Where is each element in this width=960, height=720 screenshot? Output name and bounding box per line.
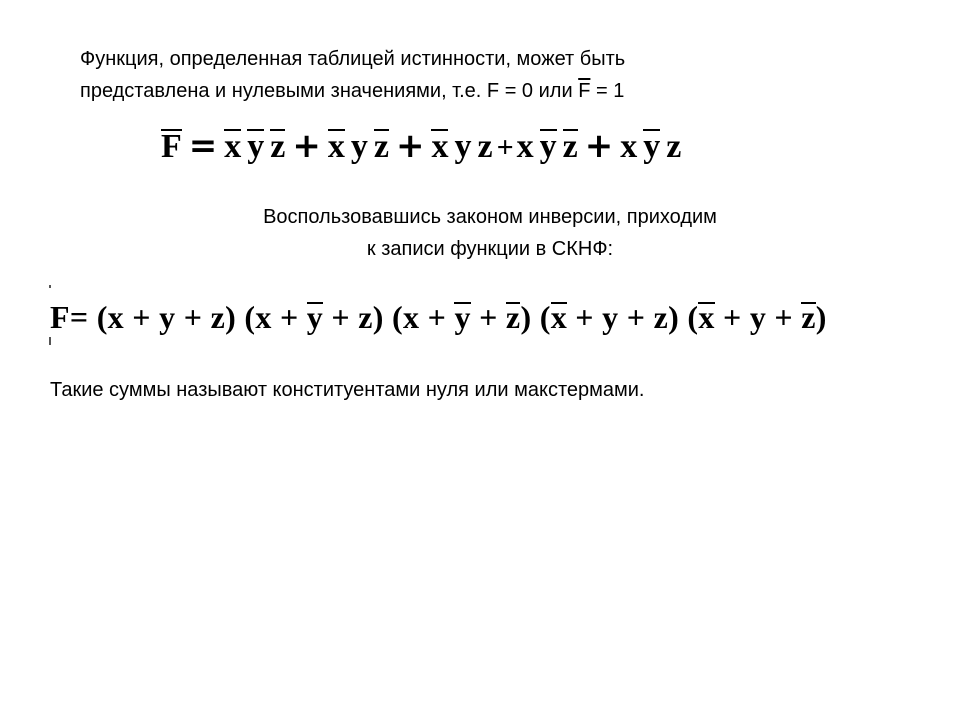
sdnf-var-x-negated: x — [224, 128, 242, 165]
sdnf-var-z: z — [477, 128, 493, 165]
maxterms-paragraph — [50, 374, 645, 406]
intro-not-f: $\overline{F}$ — [578, 80, 591, 102]
sknf-plus: + — [419, 299, 455, 335]
inversion-paragraph — [0, 201, 960, 265]
sdnf-var-y-negated: y — [539, 128, 557, 165]
sknf-var-z-negated: z — [505, 299, 521, 335]
sknf-close-paren: ) — [815, 299, 827, 335]
sdnf-var-z-negated: z — [373, 128, 389, 165]
sdnf-plus: + — [292, 126, 321, 166]
sknf-term-3 — [392, 299, 531, 335]
sknf-equals: = — [69, 299, 97, 335]
sknf-plus: + — [123, 299, 160, 335]
sknf-close-paren: ) — [225, 299, 237, 335]
sknf-var-x-negated: x — [550, 299, 567, 335]
sknf-var-y: y — [602, 299, 619, 335]
sdnf-term-4 — [514, 128, 581, 165]
sdnf-term-1 — [221, 128, 288, 165]
sdnf-var-y: y — [454, 128, 472, 165]
sknf-var-y: y — [159, 299, 176, 335]
sdnf-var-y-negated: y — [643, 128, 661, 165]
sknf-close-paren: ) — [372, 299, 384, 335]
sknf-open-paren: ( — [687, 299, 699, 335]
sdnf-var-x: x — [516, 128, 534, 165]
sdnf-equals: = — [188, 126, 218, 166]
intro-line-1: Функция, определенная таблицей истинности, может быть — [80, 48, 626, 70]
sdnf-var-z: z — [666, 128, 682, 165]
inversion-line-1: Воспользовавшись законом инверсии, приходим — [263, 206, 717, 228]
sknf-term-4 — [540, 299, 679, 335]
intro-line-2-suffix: = 1 — [590, 80, 625, 102]
sdnf-term-3 — [428, 128, 495, 165]
margin-marker-top — [49, 285, 51, 288]
intro-line-2-prefix: представлена и нулевыми значениями, т.е. F = 0 или — [80, 80, 579, 102]
sknf-var-x-negated: x — [698, 299, 715, 335]
sdnf-plus: + — [584, 126, 614, 166]
sknf-var-y-negated: y — [306, 299, 324, 335]
sdnf-var-z-negated: z — [562, 128, 578, 165]
sdnf-plus: + — [395, 126, 425, 166]
sknf-var-z: z — [653, 299, 669, 335]
sdnf-var-z-negated: z — [270, 128, 286, 165]
sknf-term-1 — [97, 299, 236, 335]
sdnf-var-x-negated: x — [327, 128, 345, 165]
sknf-open-paren: ( — [392, 299, 404, 335]
sdnf-term-5 — [617, 128, 684, 165]
sknf-plus: + — [618, 299, 654, 335]
sknf-term-2 — [244, 299, 383, 335]
sknf-formula — [50, 292, 827, 342]
margin-marker-bottom — [49, 337, 51, 345]
sknf-var-z-negated: z — [801, 299, 816, 335]
sknf-lhs-f: F — [50, 299, 70, 335]
sknf-open-paren: ( — [539, 299, 551, 335]
sknf-open-paren: ( — [96, 299, 108, 335]
sknf-var-x: x — [107, 299, 124, 335]
sdnf-var-y-negated: y — [247, 128, 265, 165]
sdnf-formula — [158, 122, 684, 172]
sdnf-plus: + — [496, 131, 514, 164]
sdnf-var-y: y — [350, 128, 368, 165]
sknf-var-z: z — [358, 299, 373, 335]
sknf-var-x: x — [403, 299, 420, 335]
sknf-close-paren: ) — [668, 299, 680, 335]
sknf-open-paren: ( — [244, 299, 256, 335]
sdnf-lhs-not-f: F — [161, 128, 182, 165]
sdnf-var-x-negated: x — [431, 128, 449, 165]
sknf-plus: + — [567, 299, 603, 335]
sdnf-term-2 — [325, 128, 392, 165]
sknf-var-z: z — [210, 299, 226, 335]
sknf-var-x: x — [255, 299, 272, 335]
sknf-plus: + — [766, 299, 802, 335]
sknf-var-y: y — [749, 299, 767, 335]
intro-paragraph — [80, 43, 625, 107]
sknf-close-paren: ) — [520, 299, 532, 335]
sknf-plus: + — [175, 299, 211, 335]
sdnf-var-x: x — [620, 128, 638, 165]
inversion-line-2: к записи функции в СКНФ: — [366, 238, 614, 260]
sknf-var-y-negated: y — [454, 299, 471, 335]
sknf-term-5 — [687, 299, 826, 335]
sknf-plus: + — [323, 299, 359, 335]
sknf-plus: + — [714, 299, 750, 335]
sknf-plus: + — [470, 299, 506, 335]
maxterms-text: Такие суммы называют конституентами нуля или макстермами. — [50, 379, 645, 401]
sknf-plus: + — [271, 299, 307, 335]
